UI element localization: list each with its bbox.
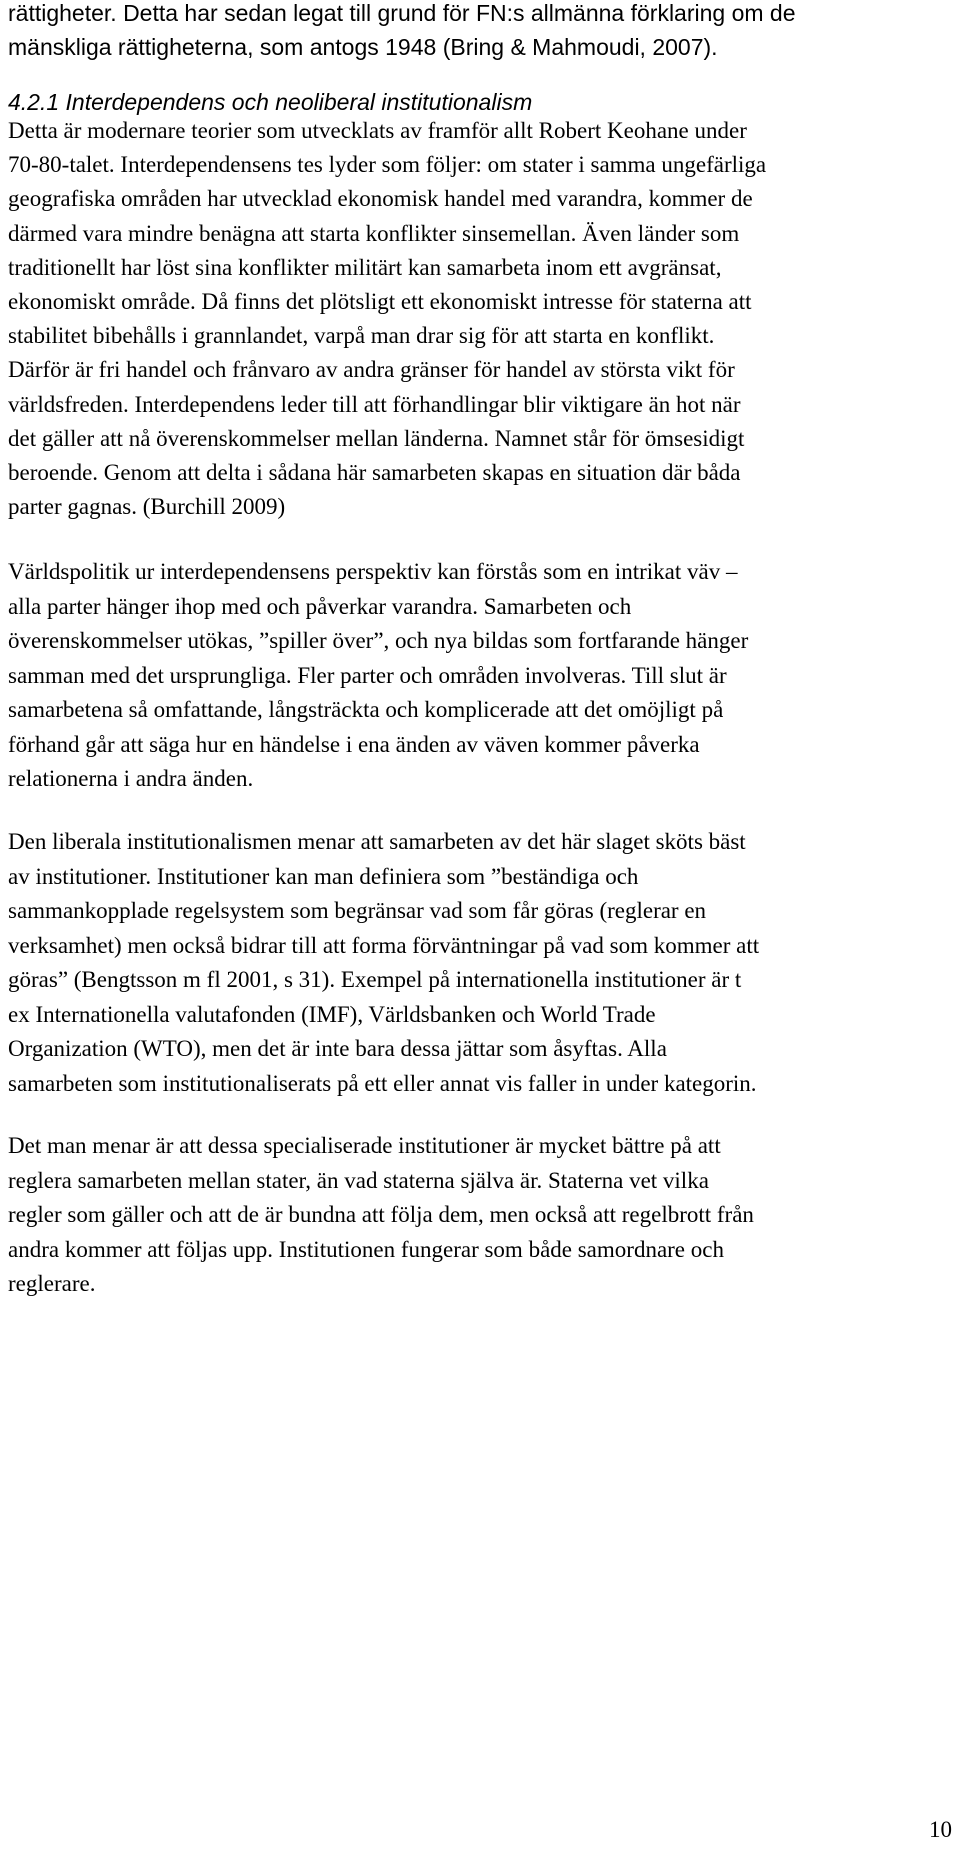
text-line: Världspolitik ur interdependensens perspektiv kan förstås som en intrikat väv –	[8, 559, 738, 584]
text-line: parter gagnas. (Burchill 2009)	[8, 494, 286, 520]
text-line: verksamhet) men också bidrar till att forma förväntningar på vad som kommer att	[8, 932, 760, 958]
text-line: mänskliga rättigheterna, som antogs 1948 (Bring & Mahmoudi, 2007).	[8, 34, 718, 60]
text-line: världsfreden. Interdependens leder till att förhandlingar blir viktigare än hot när	[8, 391, 741, 417]
text-line: Därför är fri handel och frånvaro av andra gränser för handel av största vikt för	[8, 357, 735, 383]
text-line: Detta är modernare teorier som utvecklats av framför allt Robert Keohane under	[8, 118, 747, 143]
text-line: stabilitet bibehålls i grannlandet, varpå man drar sig för att starta en konflikt.	[8, 323, 715, 349]
text-line: regler som gäller och att de är bundna att följa dem, men också att regelbrott från	[8, 1202, 754, 1227]
text-line: Organization (WTO), men det är inte bara dessa jättar som åsyftas. Alla	[8, 1036, 667, 1061]
paragraph-interdependence	[8, 114, 953, 524]
text-line: förhand går att säga hur en händelse i ena änden av väven kommer påverka	[8, 731, 700, 757]
text-line: av institutioner. Institutioner kan man definiera som ”beständiga och	[8, 863, 639, 889]
text-line: ekonomiskt område. Då finns det plötsligt ett ekonomiskt intresse för staterna att	[8, 289, 752, 315]
text-line: göras” (Bengtsson m fl 2001, s 31). Exempel på internationella institutioner är t	[8, 967, 742, 992]
text-line: beroende. Genom att delta i sådana här samarbeten skapas en situation där båda	[8, 460, 741, 486]
text-line: det gäller att nå överenskommelser mellan länderna. Namnet står för ömsesidigt	[8, 425, 745, 451]
text-line: geografiska områden har utvecklad ekonomisk handel med varandra, kommer de	[8, 186, 753, 212]
text-line: rättigheter. Detta har sedan legat till grund för FN:s allmänna förklaring om de	[8, 0, 796, 26]
section-heading: 4.2.1 Interdependens och neoliberal institutionalism	[8, 89, 533, 115]
paragraph-world-politics	[8, 555, 953, 797]
text-line: ex Internationella valutafonden (IMF), Världsbanken och World Trade	[8, 1001, 656, 1027]
text-line: därmed vara mindre benägna att starta konflikter sinsemellan. Även länder som	[8, 220, 740, 246]
page-number: 10	[929, 1817, 952, 1842]
text-line: samman med det ursprungliga. Fler parter och områden involveras. Till slut är	[8, 662, 727, 688]
text-line: relationerna i andra änden.	[8, 766, 254, 791]
top-paragraph	[8, 0, 953, 64]
paragraph-liberal-institutionalism	[8, 825, 953, 1101]
text-line: Det man menar är att dessa specialiserade institutioner är mycket bättre på att	[8, 1133, 721, 1158]
text-line: överenskommelser utökas, ”spiller över”, och nya bildas som fortfarande hänger	[8, 628, 749, 653]
text-line: andra kommer att följas upp. Institutionen fungerar som både samordnare och	[8, 1236, 724, 1262]
text-line: Den liberala institutionalismen menar att samarbeten av det här slaget sköts bäst	[8, 829, 746, 854]
text-line: samarbeten som institutionaliserats på ett eller annat vis faller in under kategorin.	[8, 1070, 757, 1096]
text-line: alla parter hänger ihop med och påverkar varandra. Samarbeten och	[8, 593, 632, 619]
text-line: 70-80-talet. Interdependensens tes lyder som följer: om stater i samma ungefärliga	[8, 152, 767, 178]
text-line: samarbetena så omfattande, långsträckta och komplicerade att det omöjligt på	[8, 697, 724, 722]
text-line: reglerare.	[8, 1271, 96, 1296]
text-line: reglera samarbeten mellan stater, än vad staterna själva är. Staterna vet vilka	[8, 1167, 709, 1193]
paragraph-specialized-institutions	[8, 1129, 953, 1302]
text-line: sammankopplade regelsystem som begränsar vad som får göras (reglerar en	[8, 898, 707, 923]
text-line: traditionellt har löst sina konflikter militärt kan samarbeta inom ett avgränsat,	[8, 254, 722, 280]
